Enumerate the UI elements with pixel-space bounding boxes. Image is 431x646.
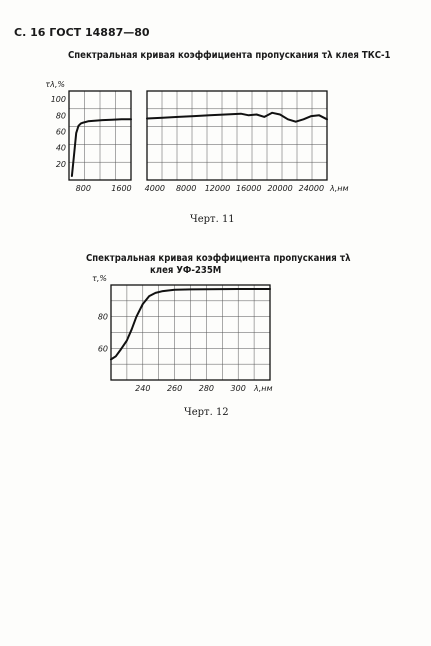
- left-ytick-label: 60: [55, 127, 66, 137]
- left-ytick-label: 100: [50, 95, 66, 105]
- figure-11-caption: Черт. 11: [190, 214, 235, 225]
- left-ylabel: τλ,%: [45, 80, 65, 89]
- figure-12-caption: Черт. 12: [184, 407, 229, 418]
- right-xtick-label: 24000: [298, 184, 325, 193]
- right-xtick-label: 8000: [175, 184, 197, 193]
- figure-12-title-line1: Спектральная кривая коэффициента пропускания τλ: [86, 253, 351, 264]
- left-ytick-label: 80: [55, 111, 66, 121]
- single-xlabel: λ,нм: [254, 384, 273, 393]
- right-xlabel: λ,нм: [330, 184, 349, 193]
- figure-12-title-line2: клея УФ-235М: [150, 265, 222, 276]
- left-ytick-label: 40: [55, 143, 66, 153]
- single-xtick-label: 280: [198, 384, 215, 393]
- left-ytick-label: 20: [55, 159, 66, 169]
- right-xtick-label: 20000: [267, 184, 293, 193]
- single-ylabel: τ,%: [92, 274, 107, 283]
- single-xtick-label: 260: [166, 384, 183, 393]
- figure-11-title: Спектральная кривая коэффициента пропускания τλ клея ТКС-1: [68, 50, 391, 61]
- left-xtick-label: 800: [75, 184, 91, 193]
- left-xtick-label: 1600: [111, 184, 132, 193]
- single-xtick-label: 240: [135, 384, 151, 393]
- single-xtick-label: 300: [230, 384, 246, 393]
- single-ytick-label: 60: [97, 344, 108, 354]
- page-header: С. 16 ГОСТ 14887—80: [14, 26, 150, 39]
- right-xtick-label: 12000: [204, 184, 231, 193]
- right-xtick-label: 16000: [236, 184, 262, 193]
- right-xtick-label: 4000: [144, 184, 166, 193]
- single-ytick-label: 80: [97, 312, 108, 322]
- left-series-line: [72, 119, 131, 176]
